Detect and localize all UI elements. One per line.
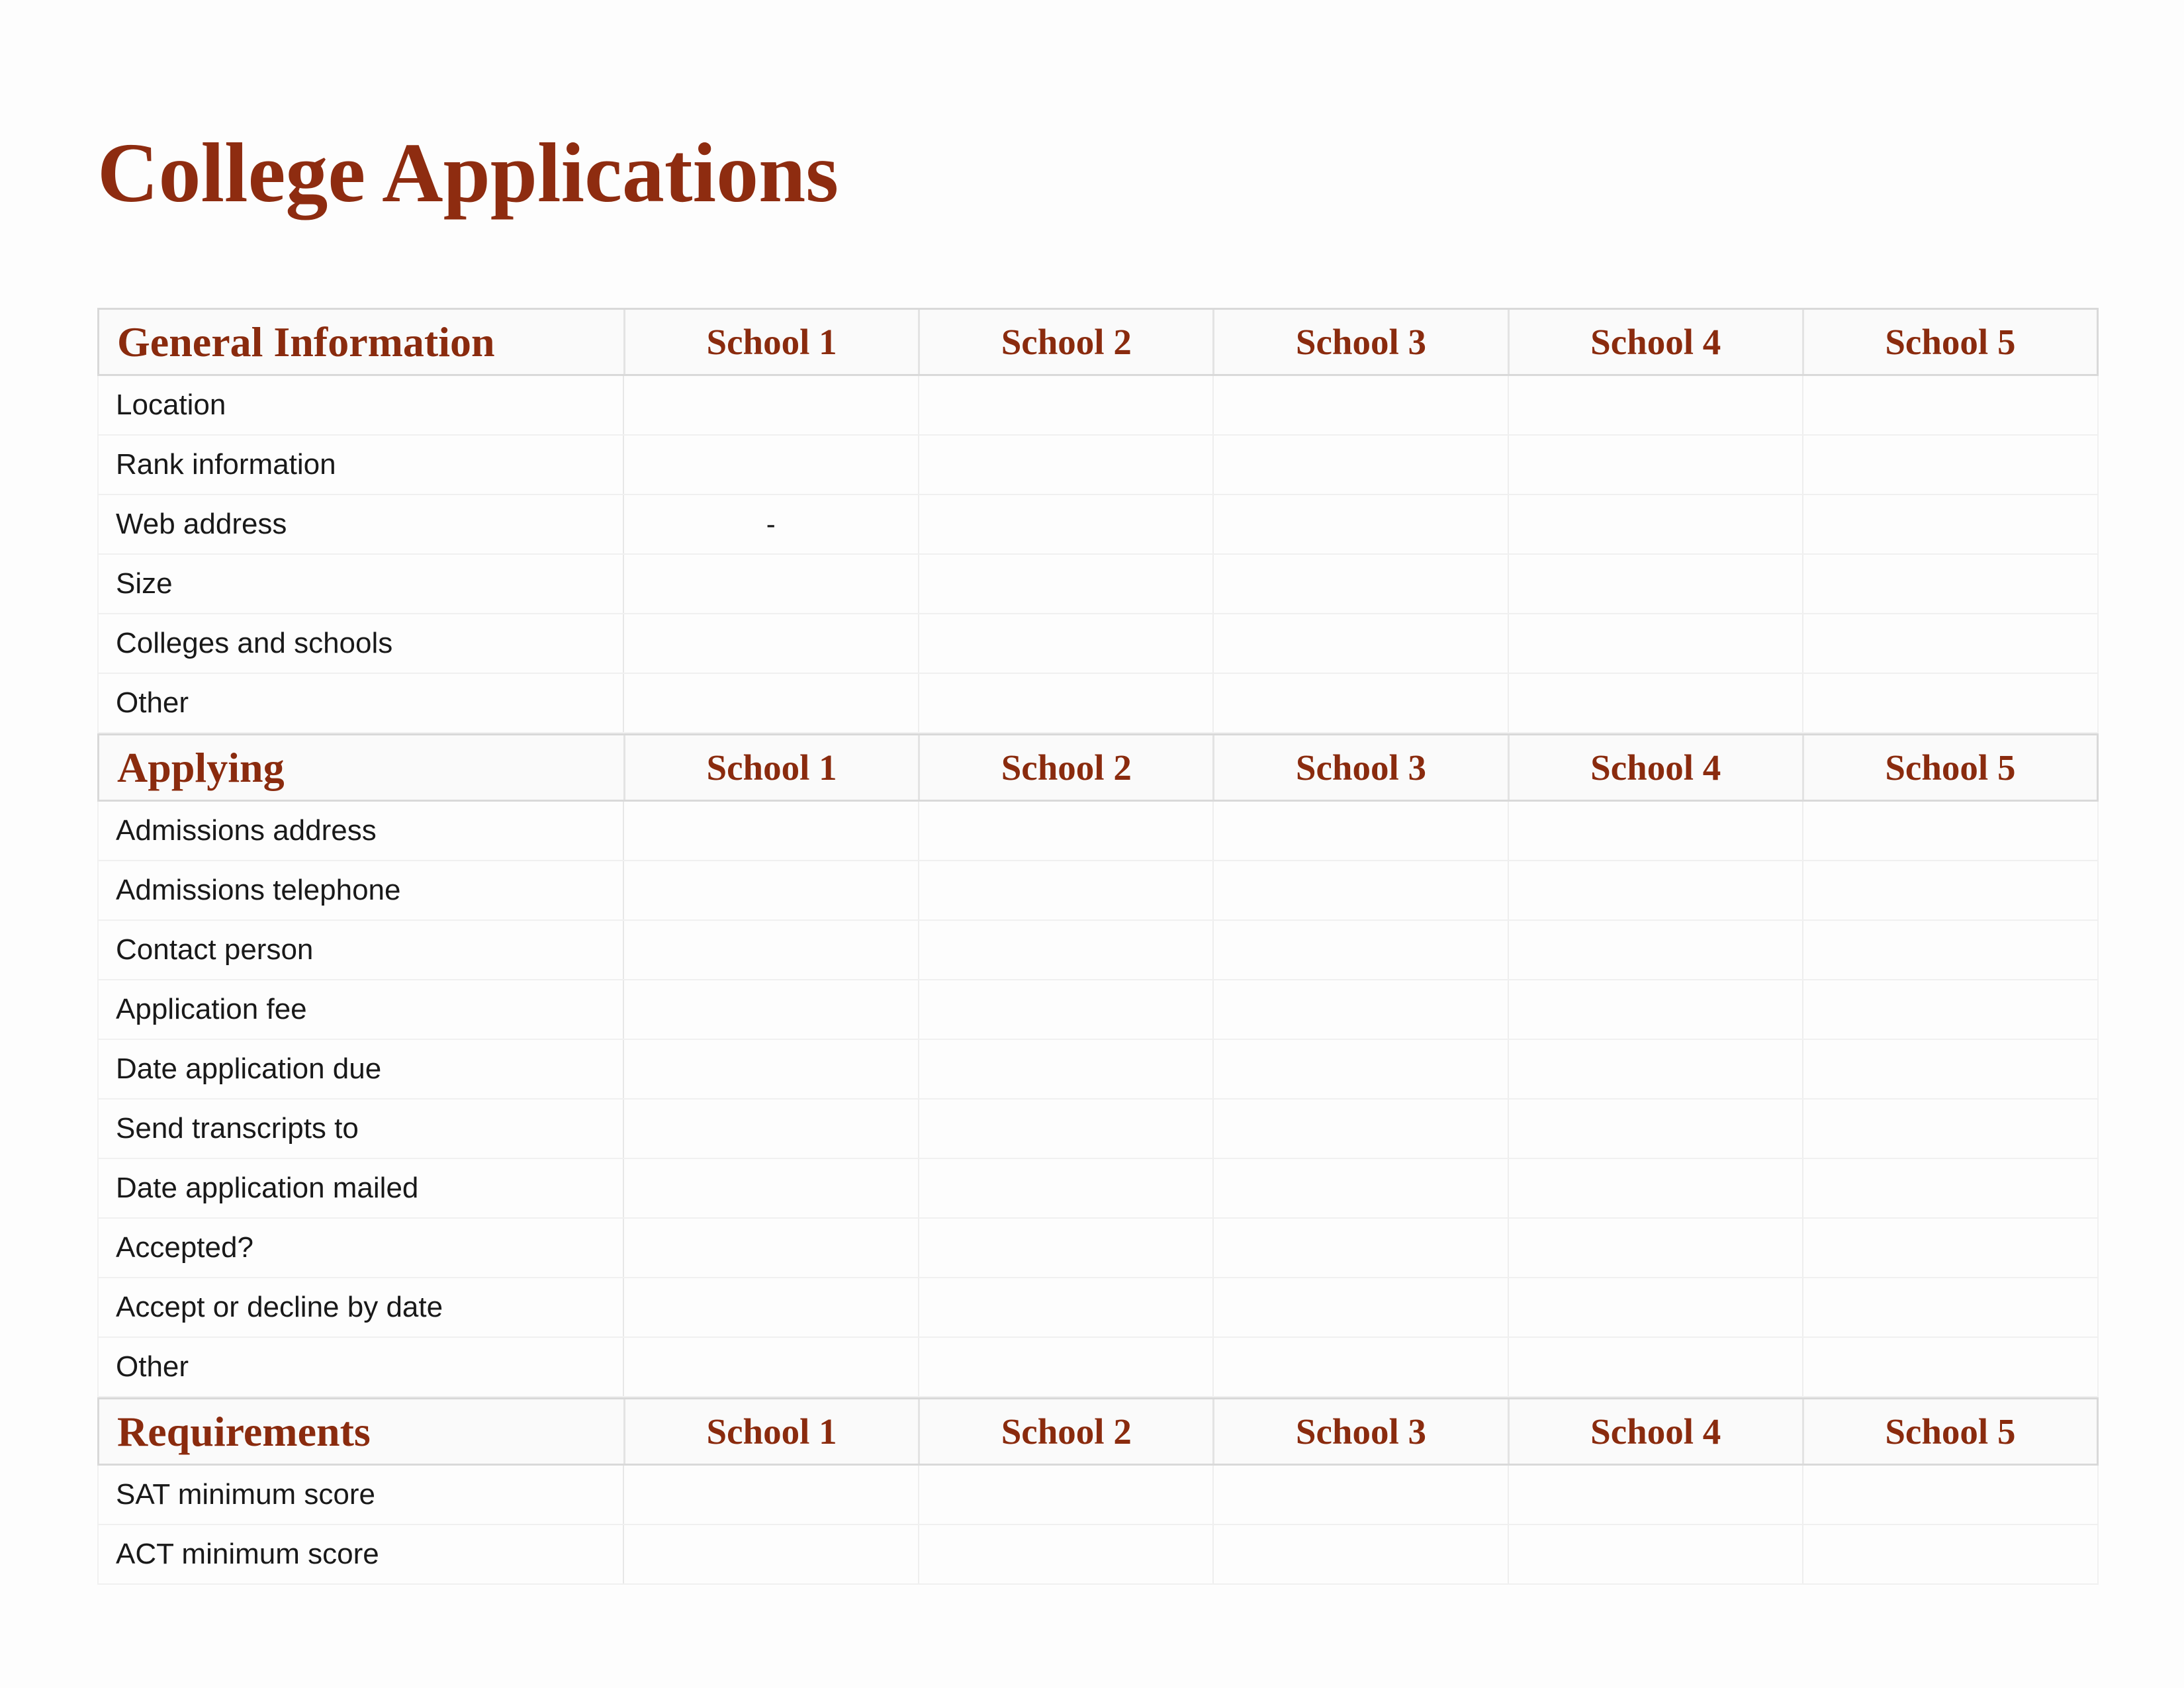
cell-location-school-1[interactable]	[623, 376, 918, 434]
column-header-school-3: School 3	[1212, 1399, 1507, 1464]
row-label-accept-or-decline-by-date: Accept or decline by date	[116, 1291, 443, 1323]
table-row-sat-minimum-score	[97, 1466, 2099, 1525]
cell-other-school-2[interactable]	[918, 674, 1213, 732]
cell-colleges-and-schools-school-2[interactable]	[918, 614, 1213, 673]
cell-sat-minimum-score-school-1[interactable]	[623, 1466, 918, 1524]
row-label-send-transcripts-to: Send transcripts to	[116, 1112, 359, 1145]
section-header-row-applying	[97, 733, 2099, 802]
row-label-colleges-and-schools: Colleges and schools	[116, 627, 393, 659]
table-row-accepted	[97, 1219, 2099, 1278]
cell-admissions-address-school-4[interactable]	[1508, 802, 1803, 860]
column-header-school-4: School 4	[1508, 310, 1802, 374]
cell-send-transcripts-to-school-5[interactable]	[1802, 1100, 2097, 1158]
cell-accept-or-decline-by-date-school-1[interactable]	[623, 1278, 918, 1336]
table-row-other	[97, 674, 2099, 733]
cell-location-school-5[interactable]	[1802, 376, 2097, 434]
table-row-act-minimum-score	[97, 1525, 2099, 1585]
row-label-web-address: Web address	[116, 508, 287, 540]
cell-accepted-school-1[interactable]	[623, 1219, 918, 1277]
row-label-other: Other	[116, 1350, 189, 1383]
row-label-application-fee: Application fee	[116, 993, 307, 1025]
cell-date-application-due-school-1[interactable]	[623, 1040, 918, 1098]
row-label-sat-minimum-score: SAT minimum score	[116, 1478, 376, 1511]
cell-date-application-mailed-school-3[interactable]	[1212, 1159, 1508, 1217]
cell-admissions-telephone-school-4[interactable]	[1508, 861, 1803, 919]
cell-date-application-mailed-school-4[interactable]	[1508, 1159, 1803, 1217]
section-title-general-information: General Information	[117, 318, 495, 365]
cell-date-application-due-school-4[interactable]	[1508, 1040, 1803, 1098]
cell-contact-person-school-5[interactable]	[1802, 921, 2097, 979]
cell-sat-minimum-score-school-4[interactable]	[1508, 1466, 1803, 1524]
cell-contact-person-school-2[interactable]	[918, 921, 1213, 979]
table-row-accept-or-decline-by-date	[97, 1278, 2099, 1338]
cell-web-address-school-1[interactable]: -	[623, 495, 918, 553]
cell-accepted-school-3[interactable]	[1212, 1219, 1508, 1277]
cell-date-application-mailed-school-2[interactable]	[918, 1159, 1213, 1217]
cell-contact-person-school-3[interactable]	[1212, 921, 1508, 979]
cell-send-transcripts-to-school-2[interactable]	[918, 1100, 1213, 1158]
cell-size-school-4[interactable]	[1508, 555, 1803, 613]
section-title-applying: Applying	[117, 743, 285, 791]
cell-act-minimum-score-school-3[interactable]	[1212, 1525, 1508, 1583]
cell-other-school-5[interactable]	[1802, 1338, 2097, 1396]
table-row-admissions-telephone	[97, 861, 2099, 921]
column-header-school-1: School 1	[623, 735, 918, 800]
cell-size-school-3[interactable]	[1212, 555, 1508, 613]
cell-application-fee-school-1[interactable]	[623, 980, 918, 1039]
row-label-date-application-mailed: Date application mailed	[116, 1172, 419, 1204]
cell-other-school-4[interactable]	[1508, 1338, 1803, 1396]
column-header-school-4: School 4	[1508, 1399, 1802, 1464]
cell-other-school-3[interactable]	[1212, 1338, 1508, 1396]
cell-sat-minimum-score-school-5[interactable]	[1802, 1466, 2097, 1524]
cell-other-school-5[interactable]	[1802, 674, 2097, 732]
cell-colleges-and-schools-school-4[interactable]	[1508, 614, 1803, 673]
cell-admissions-telephone-school-2[interactable]	[918, 861, 1213, 919]
cell-sat-minimum-score-school-2[interactable]	[918, 1466, 1213, 1524]
cell-other-school-1[interactable]	[623, 674, 918, 732]
cell-rank-information-school-5[interactable]	[1802, 436, 2097, 494]
cell-location-school-3[interactable]	[1212, 376, 1508, 434]
cell-other-school-3[interactable]	[1212, 674, 1508, 732]
cell-date-application-mailed-school-1[interactable]	[623, 1159, 918, 1217]
row-label-act-minimum-score: ACT minimum score	[116, 1538, 379, 1570]
cell-admissions-address-school-5[interactable]	[1802, 802, 2097, 860]
row-label-other: Other	[116, 686, 189, 719]
table-row-send-transcripts-to	[97, 1100, 2099, 1159]
cell-admissions-address-school-2[interactable]	[918, 802, 1213, 860]
cell-accepted-school-2[interactable]	[918, 1219, 1213, 1277]
column-header-school-1: School 1	[623, 310, 918, 374]
table-row-location	[97, 376, 2099, 436]
column-header-school-2: School 2	[918, 735, 1212, 800]
cell-size-school-1[interactable]	[623, 555, 918, 613]
table-row-rank-information	[97, 436, 2099, 495]
cell-accept-or-decline-by-date-school-3[interactable]	[1212, 1278, 1508, 1336]
column-header-school-2: School 2	[918, 1399, 1212, 1464]
cell-date-application-mailed-school-5[interactable]	[1802, 1159, 2097, 1217]
column-header-school-2: School 2	[918, 310, 1212, 374]
cell-send-transcripts-to-school-4[interactable]	[1508, 1100, 1803, 1158]
table-row-contact-person	[97, 921, 2099, 980]
section-header-row-requirements	[97, 1397, 2099, 1466]
cell-application-fee-school-3[interactable]	[1212, 980, 1508, 1039]
cell-date-application-due-school-5[interactable]	[1802, 1040, 2097, 1098]
cell-accept-or-decline-by-date-school-2[interactable]	[918, 1278, 1213, 1336]
cell-admissions-telephone-school-3[interactable]	[1212, 861, 1508, 919]
table-row-colleges-and-schools	[97, 614, 2099, 674]
column-header-school-5: School 5	[1802, 1399, 2097, 1464]
cell-admissions-telephone-school-1[interactable]	[623, 861, 918, 919]
cell-act-minimum-score-school-1[interactable]	[623, 1525, 918, 1583]
cell-rank-information-school-1[interactable]	[623, 436, 918, 494]
column-header-school-4: School 4	[1508, 735, 1802, 800]
cell-accept-or-decline-by-date-school-5[interactable]	[1802, 1278, 2097, 1336]
cell-colleges-and-schools-school-3[interactable]	[1212, 614, 1508, 673]
cell-application-fee-school-4[interactable]	[1508, 980, 1803, 1039]
cell-application-fee-school-5[interactable]	[1802, 980, 2097, 1039]
cell-accepted-school-4[interactable]	[1508, 1219, 1803, 1277]
column-header-school-1: School 1	[623, 1399, 918, 1464]
cell-other-school-2[interactable]	[918, 1338, 1213, 1396]
cell-web-address-school-4[interactable]	[1508, 495, 1803, 553]
cell-send-transcripts-to-school-3[interactable]	[1212, 1100, 1508, 1158]
cell-rank-information-school-3[interactable]	[1212, 436, 1508, 494]
cell-other-school-4[interactable]	[1508, 674, 1803, 732]
column-header-school-5: School 5	[1802, 735, 2097, 800]
cell-location-school-4[interactable]	[1508, 376, 1803, 434]
cell-date-application-due-school-2[interactable]	[918, 1040, 1213, 1098]
cell-colleges-and-schools-school-1[interactable]	[623, 614, 918, 673]
row-label-location: Location	[116, 389, 226, 421]
table-row-application-fee	[97, 980, 2099, 1040]
table-row-admissions-address	[97, 802, 2099, 861]
cell-size-school-5[interactable]	[1802, 555, 2097, 613]
cell-accepted-school-5[interactable]	[1802, 1219, 2097, 1277]
cell-admissions-telephone-school-5[interactable]	[1802, 861, 2097, 919]
table-row-size	[97, 555, 2099, 614]
row-label-accepted: Accepted?	[116, 1231, 253, 1264]
cell-rank-information-school-2[interactable]	[918, 436, 1213, 494]
cell-location-school-2[interactable]	[918, 376, 1213, 434]
cell-other-school-1[interactable]	[623, 1338, 918, 1396]
table-row-web-address	[97, 495, 2099, 555]
cell-rank-information-school-4[interactable]	[1508, 436, 1803, 494]
cell-act-minimum-score-school-4[interactable]	[1508, 1525, 1803, 1583]
cell-sat-minimum-score-school-3[interactable]	[1212, 1466, 1508, 1524]
row-label-contact-person: Contact person	[116, 933, 314, 966]
cell-size-school-2[interactable]	[918, 555, 1213, 613]
cell-application-fee-school-2[interactable]	[918, 980, 1213, 1039]
row-label-admissions-telephone: Admissions telephone	[116, 874, 401, 906]
cell-date-application-due-school-3[interactable]	[1212, 1040, 1508, 1098]
column-header-school-3: School 3	[1212, 310, 1507, 374]
table-row-date-application-due	[97, 1040, 2099, 1100]
cell-act-minimum-score-school-2[interactable]	[918, 1525, 1213, 1583]
table-row-other	[97, 1338, 2099, 1397]
cell-admissions-address-school-1[interactable]	[623, 802, 918, 860]
cell-web-address-school-3[interactable]	[1212, 495, 1508, 553]
page-title: College Applications	[97, 126, 839, 220]
cell-contact-person-school-4[interactable]	[1508, 921, 1803, 979]
section-header-row-general-information	[97, 308, 2099, 376]
cell-web-address-school-2[interactable]	[918, 495, 1213, 553]
table-row-date-application-mailed	[97, 1159, 2099, 1219]
cell-contact-person-school-1[interactable]	[623, 921, 918, 979]
column-header-school-3: School 3	[1212, 735, 1507, 800]
cell-colleges-and-schools-school-5[interactable]	[1802, 614, 2097, 673]
section-title-requirements: Requirements	[117, 1407, 371, 1455]
cell-act-minimum-score-school-5[interactable]	[1802, 1525, 2097, 1583]
cell-accept-or-decline-by-date-school-4[interactable]	[1508, 1278, 1803, 1336]
cell-web-address-school-5[interactable]	[1802, 495, 2097, 553]
row-label-size: Size	[116, 567, 173, 600]
row-label-rank-information: Rank information	[116, 448, 336, 481]
row-label-date-application-due: Date application due	[116, 1053, 382, 1085]
college-comparison-table	[97, 308, 2099, 1585]
column-header-school-5: School 5	[1802, 310, 2097, 374]
cell-admissions-address-school-3[interactable]	[1212, 802, 1508, 860]
cell-send-transcripts-to-school-1[interactable]	[623, 1100, 918, 1158]
row-label-admissions-address: Admissions address	[116, 814, 377, 847]
